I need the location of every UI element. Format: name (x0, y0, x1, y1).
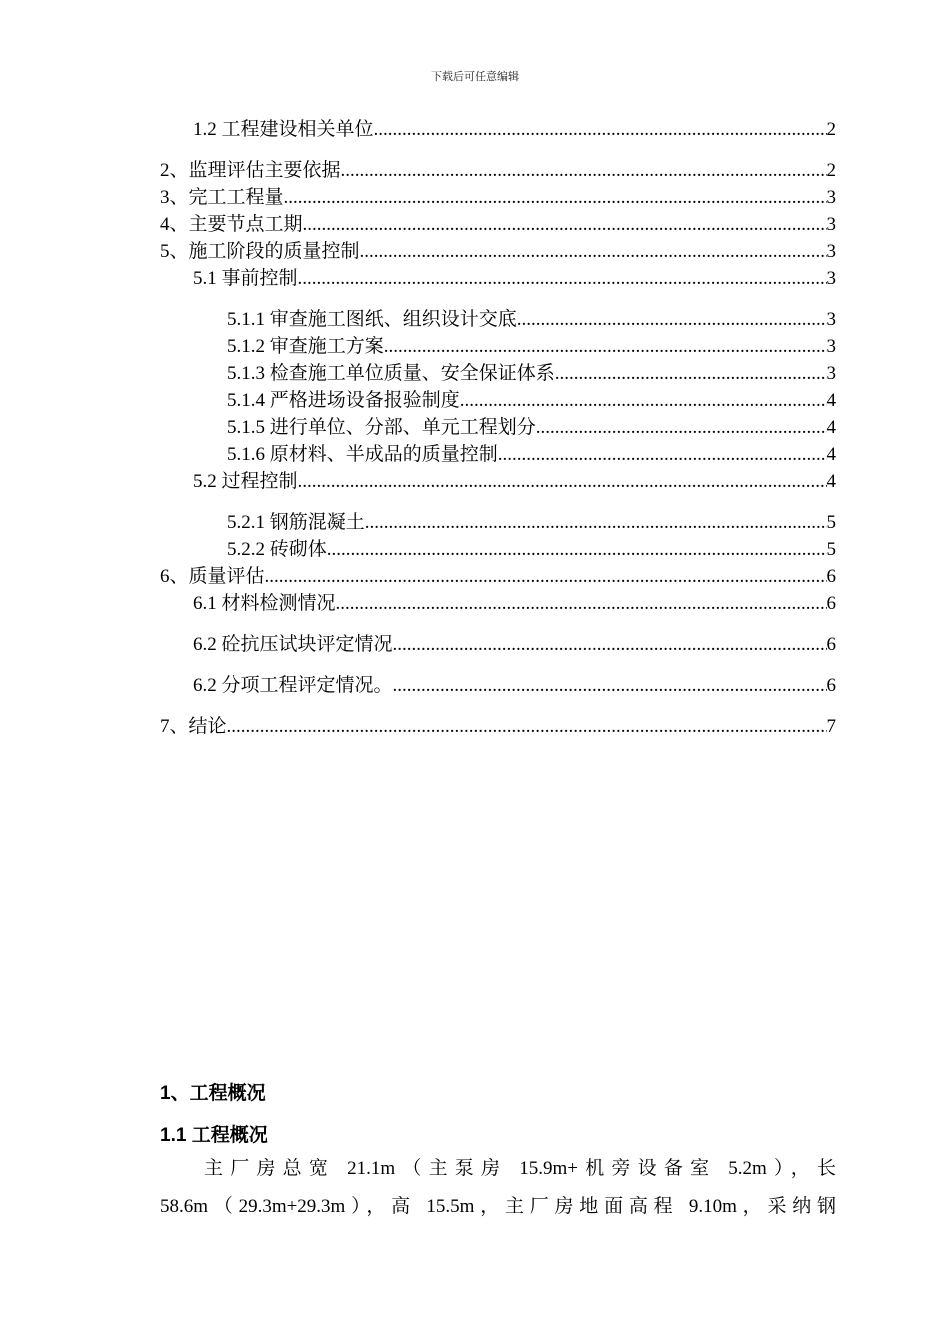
toc-entry-page: 6 (826, 675, 836, 696)
toc-leader-dots (460, 389, 827, 413)
toc-entry-page: 4 (826, 390, 836, 411)
toc-entry-label: 5.1.4 严格进场设备报验制度 (227, 390, 460, 411)
toc-entry[interactable] (193, 470, 836, 494)
toc-entry-label: 5.1.3 检查施工单位质量、安全保证体系 (227, 363, 555, 384)
toc-leader-dots (536, 416, 827, 440)
toc-entry-label: 5.1.5 进行单位、分部、单元工程划分 (227, 417, 536, 438)
toc-entry-label: 7、结论 (160, 716, 227, 737)
toc-entry-page: 2 (826, 119, 836, 140)
toc-entry-label: 6.2 砼抗压试块评定情况 (193, 634, 393, 655)
toc-entry-page: 4 (826, 417, 836, 438)
toc-entry[interactable] (160, 159, 836, 183)
toc-leader-dots (341, 159, 827, 183)
toc-entry-label: 1.2 工程建设相关单位 (193, 119, 374, 140)
toc-entry[interactable] (160, 565, 836, 589)
toc-entry-page: 3 (826, 363, 836, 384)
toc-leader-dots (360, 240, 827, 264)
toc-entry-page: 6 (826, 593, 836, 614)
toc-entry[interactable] (227, 362, 836, 386)
toc-leader-dots (555, 362, 827, 386)
toc-entry[interactable] (160, 213, 836, 237)
toc-leader-dots (336, 592, 827, 616)
toc-entry-label: 2、监理评估主要依据 (160, 160, 341, 181)
toc-entry-label: 6.2 分项工程评定情况。 (193, 675, 393, 696)
toc-entry[interactable] (193, 633, 836, 657)
toc-entry-label: 5.2.2 砖砌体 (227, 539, 327, 560)
toc-entry-page: 4 (826, 471, 836, 492)
toc-leader-dots (517, 308, 827, 332)
toc-entry[interactable] (193, 118, 836, 142)
toc-entry-page: 2 (826, 160, 836, 181)
toc-leader-dots (374, 118, 827, 142)
toc-entry-page: 4 (826, 444, 836, 465)
toc-entry[interactable] (160, 715, 836, 739)
toc-leader-dots (303, 213, 827, 237)
paragraph-line: 主厂房总宽 21.1m（主泵房 15.9m+机旁设备室 5.2m），长 (204, 1158, 836, 1179)
toc-entry[interactable] (193, 592, 836, 616)
toc-entry[interactable] (227, 389, 836, 413)
section-heading: 1、工程概况 (160, 1083, 266, 1104)
toc-entry-page: 3 (826, 187, 836, 208)
toc-entry-label: 3、完工工程量 (160, 187, 284, 208)
page-header: 下载后可任意编辑 (431, 70, 519, 83)
toc-leader-dots (384, 335, 827, 359)
toc-entry-page: 6 (826, 566, 836, 587)
toc-entry-label: 5.2.1 钢筋混凝土 (227, 512, 365, 533)
toc-entry-page: 3 (826, 214, 836, 235)
toc-entry-label: 5.1 事前控制 (193, 268, 298, 289)
toc-entry[interactable] (227, 538, 836, 562)
toc-entry[interactable] (227, 308, 836, 332)
toc-entry[interactable] (160, 240, 836, 264)
toc-entry-page: 5 (826, 512, 836, 533)
subsection-heading: 1.1 工程概况 (160, 1125, 268, 1146)
toc-entry[interactable] (227, 416, 836, 440)
toc-entry-page: 7 (826, 716, 836, 737)
toc-entry-label: 5.1.2 审查施工方案 (227, 336, 384, 357)
toc-entry-label: 4、主要节点工期 (160, 214, 303, 235)
toc-leader-dots (284, 186, 827, 210)
toc-leader-dots (498, 443, 827, 467)
toc-entry[interactable] (160, 186, 836, 210)
toc-entry[interactable] (227, 335, 836, 359)
toc-leader-dots (393, 633, 827, 657)
toc-entry-page: 3 (826, 241, 836, 262)
toc-entry[interactable] (193, 674, 836, 698)
toc-entry-page: 3 (826, 336, 836, 357)
toc-entry-label: 5.1.6 原材料、半成品的质量控制 (227, 444, 498, 465)
body-paragraph (160, 1150, 836, 1226)
toc-entry-label: 6、质量评估 (160, 566, 265, 587)
toc-leader-dots (327, 538, 827, 562)
toc-entry-page: 3 (826, 268, 836, 289)
toc-entry[interactable] (227, 443, 836, 467)
toc-entry-label: 6.1 材料检测情况 (193, 593, 336, 614)
toc-entry[interactable] (193, 267, 836, 291)
toc-entry-label: 5.2 过程控制 (193, 471, 298, 492)
toc-leader-dots (227, 715, 827, 739)
toc-leader-dots (265, 565, 827, 589)
toc-leader-dots (365, 511, 827, 535)
toc-entry-label: 5、施工阶段的质量控制 (160, 241, 360, 262)
toc-leader-dots (298, 267, 827, 291)
toc-leader-dots (298, 470, 827, 494)
toc-leader-dots (393, 674, 827, 698)
toc-entry-label: 5.1.1 审查施工图纸、组织设计交底 (227, 309, 517, 330)
paragraph-line: 58.6m（29.3m+29.3m），高 15.5m，主厂房地面高程 9.10m，采纳钢 (160, 1196, 836, 1217)
toc-entry[interactable] (227, 511, 836, 535)
toc-entry-page: 6 (826, 634, 836, 655)
toc-entry-page: 3 (826, 309, 836, 330)
toc-entry-page: 5 (826, 539, 836, 560)
